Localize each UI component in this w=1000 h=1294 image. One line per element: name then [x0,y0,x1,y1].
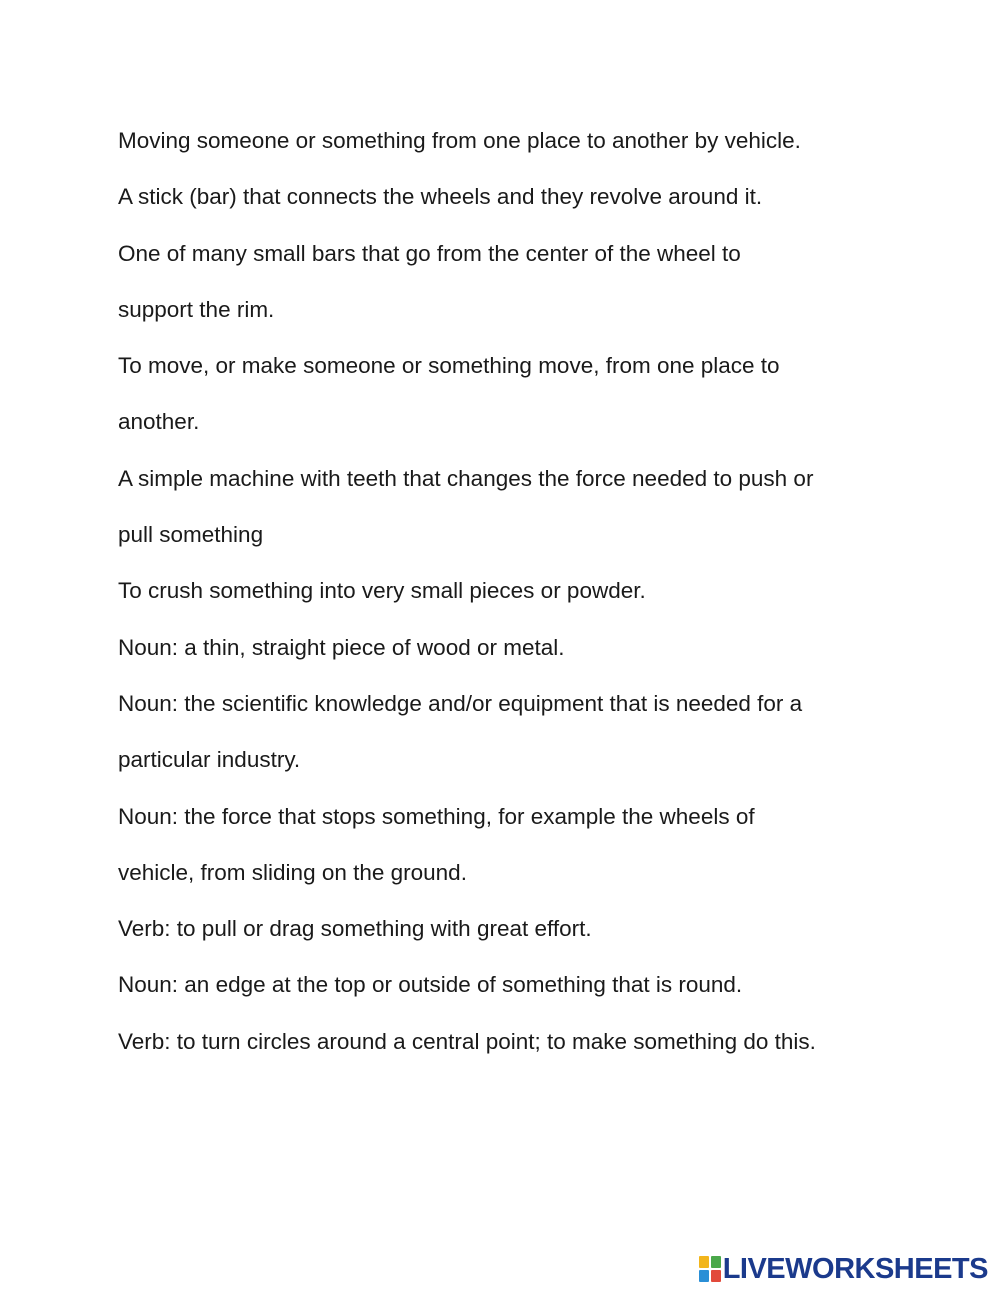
definition-line: Verb: to turn circles around a central point; to make something do this. [118,1028,816,1054]
logo-square-bottom-right [711,1270,721,1282]
definition-line: Verb: to pull or drag something with great effort. [118,916,592,942]
definition-line: Moving someone or something from one place to another by vehicle. [118,128,801,153]
liveworksheets-logo [699,1252,988,1286]
definition-line: To crush something into very small pieces or powder. [118,578,646,604]
definition-line: support the rim. [118,296,275,322]
definition-line: To move, or make someone or something move, from one place to [118,353,780,379]
definition-line: A stick (bar) that connects the wheels and they revolve around it. [118,184,763,210]
definition-line: particular industry. [118,747,301,773]
logo-text: LIVEWORKSHEETS [722,1253,988,1285]
logo-square-bottom-left [699,1270,709,1282]
definition-line: Noun: the scientific knowledge and/or equipment that is needed for a [118,690,803,716]
definition-line: A simple machine with teeth that changes the force needed to push or [118,465,814,491]
definition-line: Noun: the force that stops something, for example the wheels of [118,803,755,829]
definition-line: One of many small bars that go from the center of the wheel to [118,240,741,266]
logo-square-top-left [699,1256,709,1268]
definition-line: another. [118,409,200,435]
definition-line: vehicle, from sliding on the ground. [118,859,467,885]
definition-line: Noun: a thin, straight piece of wood or metal. [118,634,565,660]
definition-line: Noun: an edge at the top or outside of something that is round. [118,972,743,998]
definitions-list [118,113,898,1070]
logo-square-top-right [711,1256,721,1268]
liveworksheets-logo-icon [699,1256,721,1282]
definition-line: pull something [118,522,264,548]
